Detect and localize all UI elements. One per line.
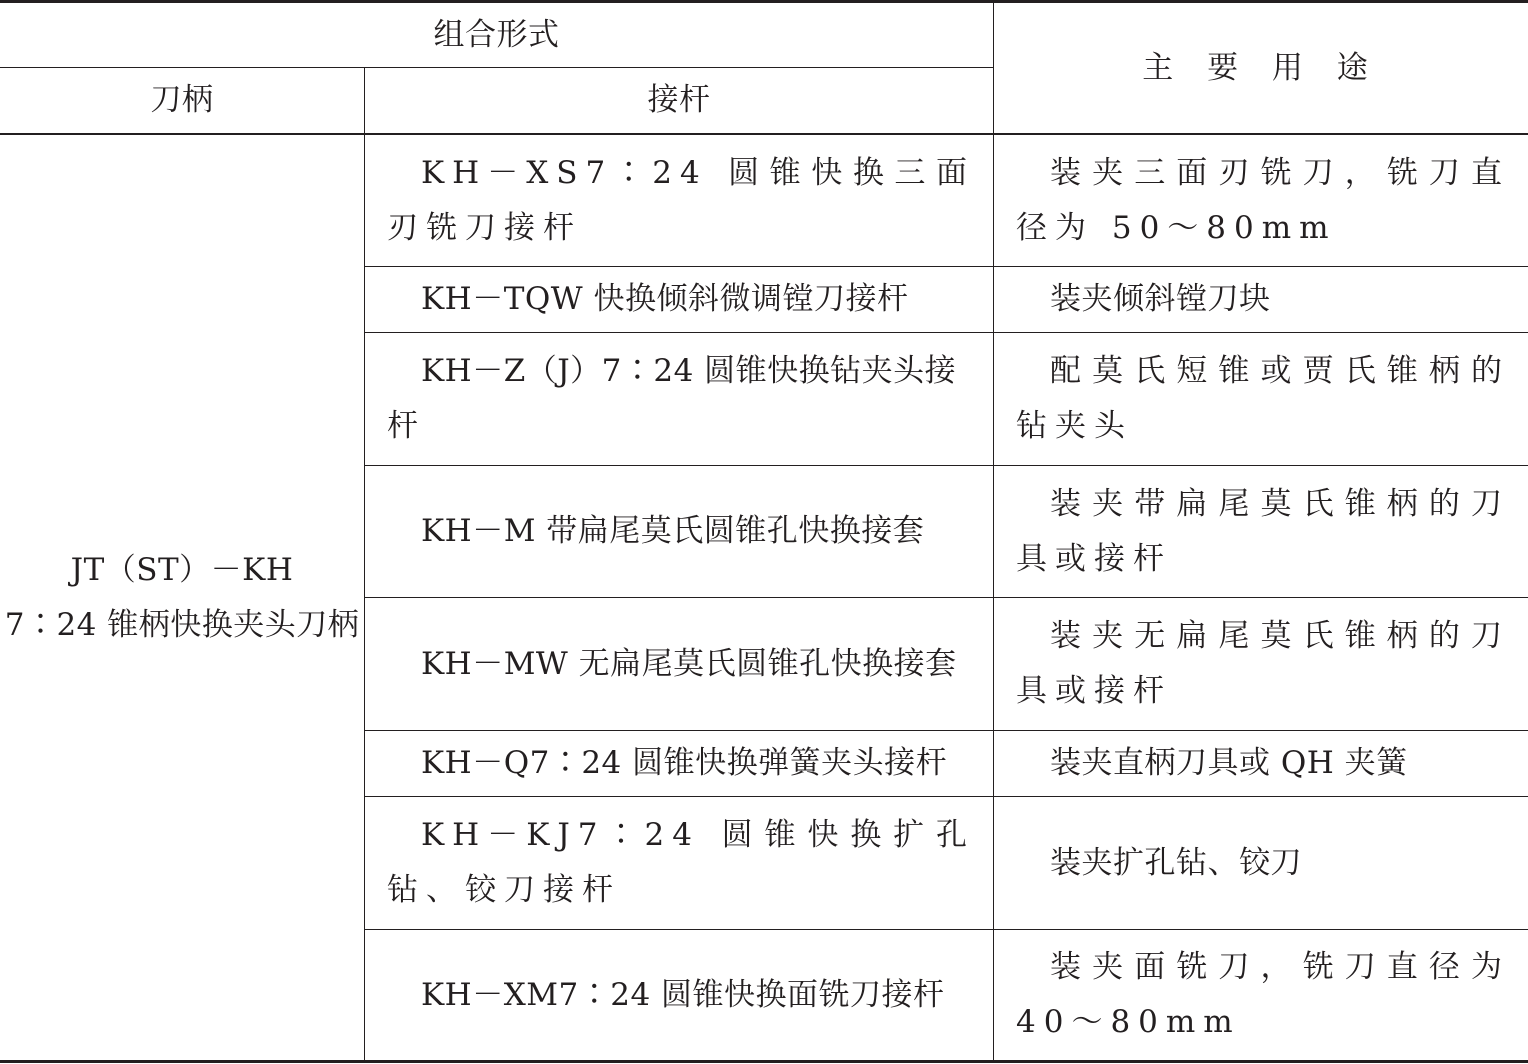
usage-text: 装夹无扁尾莫氏锥柄的刀具或接杆 <box>1016 618 1510 709</box>
group-header <box>0 3 993 67</box>
handle-column-header-text: 刀柄 <box>150 82 214 118</box>
handle-cell <box>0 135 364 1060</box>
usage-text: 配莫氏短锥或贾氏锥柄的钻夹头 <box>1016 353 1510 444</box>
arbor-column-header <box>365 68 993 133</box>
usage-text: 装夹倾斜镗刀块 <box>1050 281 1271 317</box>
usage-cell <box>994 135 1528 266</box>
arbor-cell <box>365 731 993 796</box>
usage-column-header <box>994 3 1528 133</box>
usage-column-header-text: 主 要 用 途 <box>1142 49 1380 86</box>
group-header-text: 组合形式 <box>433 16 560 53</box>
handle-line-2: 7∶24 锥柄快换夹头刀柄 <box>4 606 360 643</box>
usage-text: 装夹带扁尾莫氏锥柄的刀具或接杆 <box>1016 485 1510 577</box>
arbor-text: KH－TQW 快换倾斜微调镗刀接杆 <box>421 281 909 317</box>
usage-text: 装夹三面刃铣刀，铣刀直径为 50～80mm <box>1016 154 1510 246</box>
usage-cell <box>994 598 1528 730</box>
arbor-cell <box>365 135 993 266</box>
handle-line-1: JT（ST）－KH <box>70 551 294 588</box>
usage-text: 装夹扩孔钻、铰刀 <box>1050 844 1302 881</box>
arbor-cell <box>365 333 993 465</box>
arbor-text: KH－KJ7∶24 圆锥快换扩孔钻、铰刀接杆 <box>387 817 975 908</box>
handle-column-header <box>0 68 364 133</box>
arbor-text: KH－M 带扁尾莫氏圆锥孔快换接套 <box>421 513 925 549</box>
arbor-text: KH－XS7∶24 圆锥快换三面刃铣刀接杆 <box>387 154 975 246</box>
usage-cell <box>994 930 1528 1060</box>
usage-text: 装夹面铣刀，铣刀直径为 40～80mm <box>1016 949 1510 1040</box>
usage-cell <box>994 466 1528 597</box>
usage-cell <box>994 333 1528 465</box>
arbor-text: KH－Z（J）7∶24 圆锥快换钻夹头接杆 <box>387 353 957 444</box>
arbor-column-header-text: 接杆 <box>647 82 711 118</box>
arbor-cell <box>365 598 993 730</box>
arbor-text: KH－XM7∶24 圆锥快换面铣刀接杆 <box>421 976 945 1013</box>
bottom-border <box>0 1060 1528 1063</box>
usage-cell <box>994 267 1528 332</box>
arbor-cell <box>365 466 993 597</box>
arbor-cell <box>365 797 993 929</box>
arbor-text: KH－Q7∶24 圆锥快换弹簧夹头接杆 <box>421 745 948 781</box>
usage-cell <box>994 797 1528 929</box>
arbor-cell <box>365 930 993 1060</box>
usage-text: 装夹直柄刀具或 QH 夹簧 <box>1050 745 1408 781</box>
arbor-text: KH－MW 无扁尾莫氏圆锥孔快换接套 <box>421 645 957 682</box>
arbor-cell <box>365 267 993 332</box>
usage-cell <box>994 731 1528 796</box>
